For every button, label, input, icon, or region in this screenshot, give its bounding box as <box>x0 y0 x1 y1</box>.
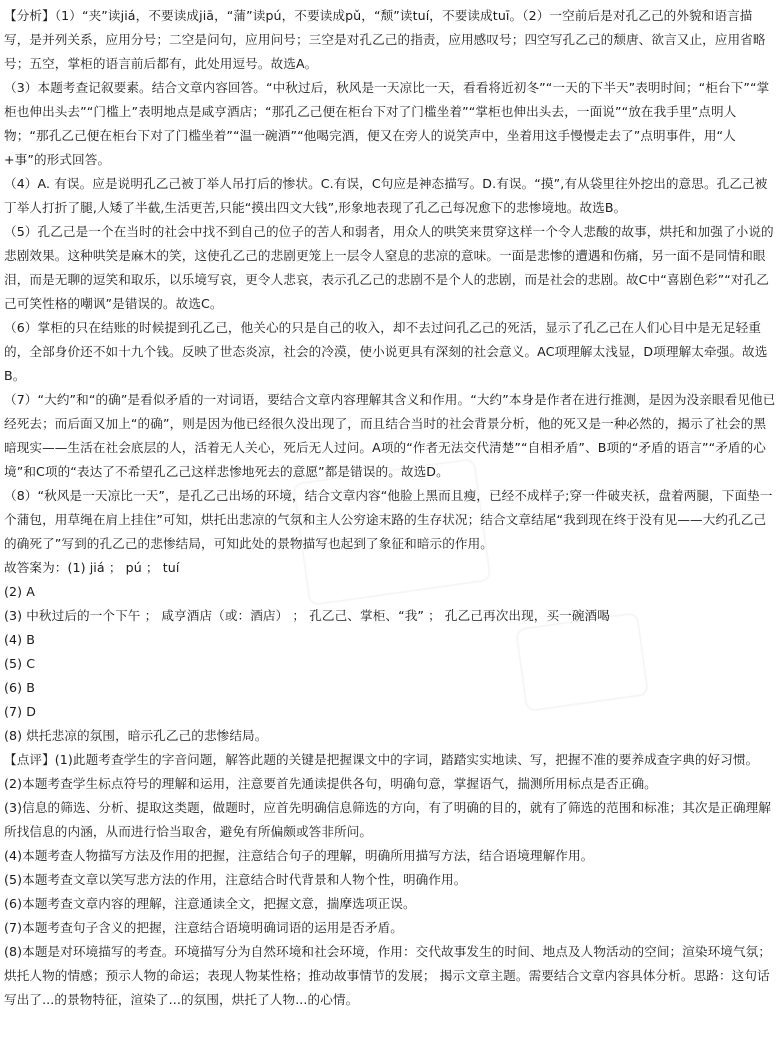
analysis-paragraph-7: （7）“大约”和“的确”是看似矛盾的一对词语，要结合文章内容理解其含义和作用。“大约”本身是作者在进行推测，是因为没亲眼看见他已经死去；而后面又加上“的确”，则是因为他已经很久没出现了，而且结合当时的社会背景分析，他的死又是一种必然的，揭示了社会的黑暗现实——生活在社会底层的人，活着无人关心，死后无人过问。A项的“作者无法交代清楚”“自相矛盾”、B项的“矛盾的语言”“矛盾的心境”和C项的“表达了不希望孔乙己这样悲惨地死去的意愿”都是错误的。故选D。 <box>4 392 776 479</box>
comment-paragraph: (6)本题考查文章内容的理解，注意通读全文，把握文意，揣摩选项正误。 <box>4 896 416 911</box>
answer-line: (5) C <box>4 656 36 671</box>
answer-line: (8) 烘托悲凉的氛围，暗示孔乙己的悲惨结局。 <box>4 728 268 743</box>
answer-line: (6) B <box>4 680 35 695</box>
answer-line: (2) A <box>4 584 35 599</box>
analysis-paragraph-8: （8）“秋风是一天凉比一天”，是孔乙己出场的环境，结合文章内容“他脸上黑而且瘦，已经不成样子;穿一件破夹袄，盘着两腿，下面垫一个蒲包，用草绳在肩上挂住”可知，烘托出悲凉的气氛和主人公穷途末路的生存状况；结合文章结尾“我到现在终于没有见——大约孔乙己的确死了”写到的孔乙己的悲惨结局，可知此处的景物描写也起到了象征和暗示的作用。 <box>4 488 773 551</box>
analysis-paragraph-3: （3）本题考查记叙要素。结合文章内容回答。“中秋过后，秋风是一天凉比一天，看看将近初冬”“一天的下半天”表明时间；“柜台下”“掌柜也伸出头去”“门槛上”表明地点是咸亨酒店；“那孔乙己便在柜台下对了门槛坐着”“掌柜也伸出头去，一面说”“放在我手里”点明人物；“那孔乙己便在柜台下对了门槛坐着”“温一碗酒”“他喝完酒，便又在旁人的说笑声中，坐着用这手慢慢走去了”点明事件，用“人+事”的形式回答。 <box>4 80 770 167</box>
answer-line: (7) D <box>4 704 37 719</box>
answers-section <box>4 556 776 748</box>
answer-line: 故答案为：(1) jiá ； pú ； tuí <box>4 560 180 575</box>
analysis-paragraph-4: （4）A. 有误。应是说明孔乙己被丁举人吊打后的惨状。C.有误，C句应是神态描写。D.有误。“摸”,有从袋里往外挖出的意思。孔乙己被丁举人打折了腿,人矮了半截,生活更苦,只能“摸出四文大钱”,形象地表现了孔乙己每况愈下的悲惨境地。故选B。 <box>4 176 768 215</box>
comment-paragraph: 【点评】(1)此题考查学生的字音问题，解答此题的关键是把握课文中的字词，踏踏实实地读、写，把握不准的要养成查字典的好习惯。 <box>4 752 759 767</box>
comment-paragraph: (5)本题考查文章以笑写悲方法的作用，注意结合时代背景和人物个性，明确作用。 <box>4 872 467 887</box>
answer-line: (3) 中秋过后的一个下午 ； 咸亨酒店（或：酒店） ； 孔乙己、掌柜、“我” ； 孔乙己再次出现，买一碗酒喝 <box>4 608 610 623</box>
analysis-paragraph-5: （5）孔乙己是一个在当时的社会中找不到自己的位子的苦人和弱者，用众人的哄笑来贯穿这样一个令人悲酸的故事，烘托和加强了小说的悲剧效果。这种哄笑是麻木的笑，这使孔乙己的悲剧更笼上一层令人窒息的悲凉的意味。一面是悲惨的遭遇和伤痛，另一面不是同情和眼泪，而是无聊的逗笑和取乐，以乐境写哀，更令人悲哀，表示孔乙己的悲剧不是个人的悲剧，而是社会的悲剧。故C中“喜剧色彩”“对孔乙己可笑性格的嘲讽”是错误的。故选C。 <box>4 224 774 311</box>
analysis-section <box>4 4 776 556</box>
comments-section <box>4 748 776 1012</box>
answer-line: (4) B <box>4 632 35 647</box>
comment-paragraph: (8)本题是对环境描写的考查。环境描写分为自然环境和社会环境，作用：交代故事发生的时间、地点及人物活动的空间；渲染环境气氛；烘托人物的情感；预示人物的命运；表现人物某性格；推动故事情节的发展； 揭示文章主题。需要结合文章内容具体分析。思路：这句话写出了...的景物特征，渲染了...的氛围，烘托了人物...的心情。 <box>4 944 772 1007</box>
comment-paragraph: (3)信息的筛选、分析、提取这类题，做题时，应首先明确信息筛选的方向，有了明确的目的，就有了筛选的范围和标准；其次是正确理解所找信息的内涵，从而进行恰当取舍，避免有所偏颇或答非所问。 <box>4 800 772 839</box>
comment-paragraph: (4)本题考查人物描写方法及作用的把握，注意结合句子的理解，明确所用描写方法，结合语境理解作用。 <box>4 848 594 863</box>
answer-explanation-document <box>4 4 776 1012</box>
analysis-paragraph-6: （6）掌柜的只在结账的时候提到孔乙己，他关心的只是自己的收入，却不去过问孔乙己的死活，显示了孔乙己在人们心目中是无足轻重的，全部身价还不如十九个钱。反映了世态炎凉，社会的冷漠，使小说更具有深刻的社会意义。AC项理解太浅显，D项理解太牵强。故选B。 <box>4 320 768 383</box>
comment-paragraph: (2)本题考查学生标点符号的理解和运用，注意要首先通读提供各句，明确句意，掌握语气，揣测所用标点是否正确。 <box>4 776 657 791</box>
comment-paragraph: (7)本题考查句子含义的把握，注意结合语境明确词语的运用是否矛盾。 <box>4 920 403 935</box>
analysis-paragraph-1-2: 【分析】（1）“夹”读jiá，不要读成jiā，“蒲”读pú，不要读成pǔ，“颓”读tuí，不要读成tuī。（2）一空前后是对孔乙己的外貌和语言描写，是并列关系，应用分号；二空是问句，应用问号；三空是对孔乙己的指责，应用感叹号；四空写孔乙己的颓唐、欲言又止，应用省略号；五空，掌柜的语言前后都有，此处用逗号。故选A。 <box>4 8 766 71</box>
